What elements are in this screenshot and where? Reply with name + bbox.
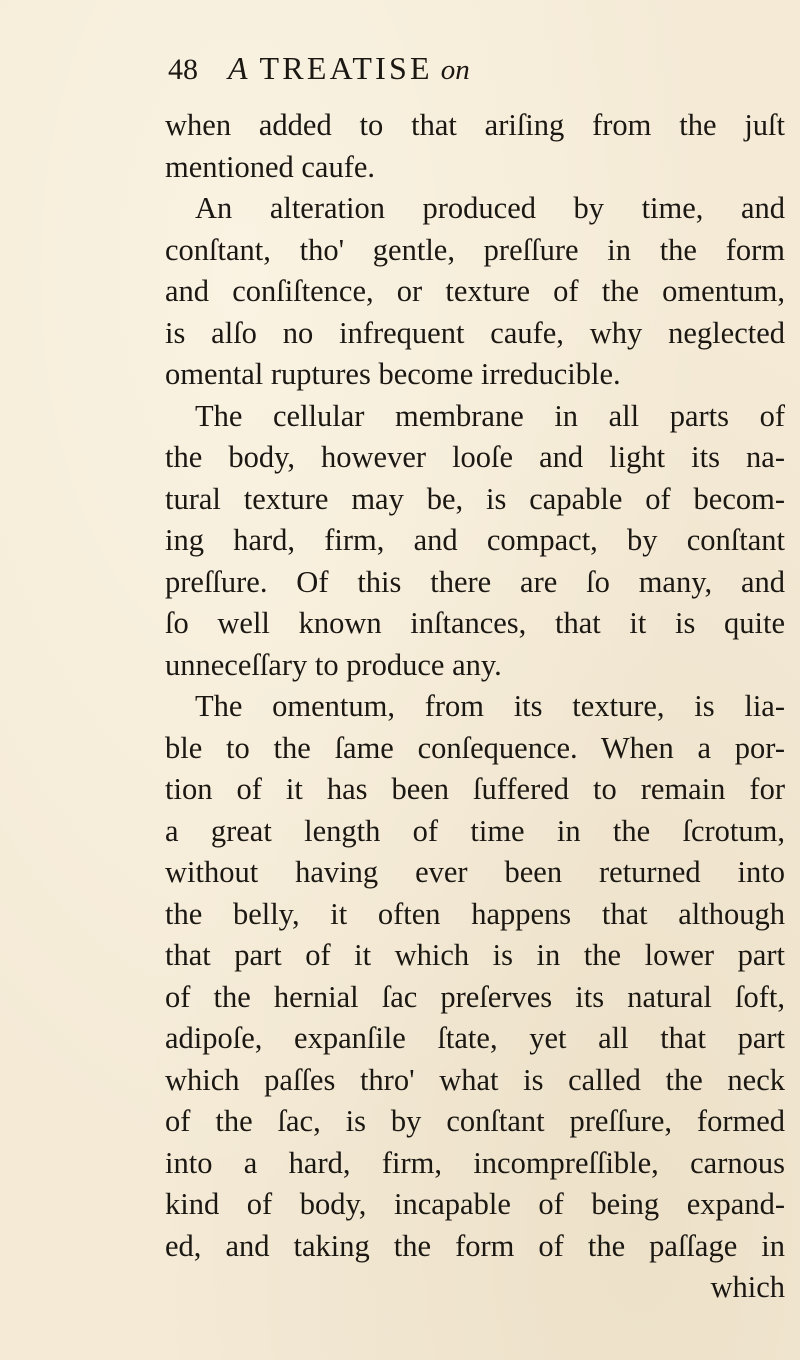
text-line: tion of it has been ſuffered to remain for bbox=[165, 772, 785, 806]
text-line: unneceſſary to produce any. bbox=[165, 647, 502, 682]
running-head-title: TREATISE bbox=[259, 50, 433, 86]
text-line: The cellular membrane in all parts of bbox=[195, 398, 785, 433]
text-line: ſo well known inſtances, that it is quite bbox=[165, 606, 785, 640]
text-line: into a hard, firm, incompreſſible, carnous bbox=[165, 1145, 785, 1180]
text-line: preſſure. Of this there are ſo many, and bbox=[165, 564, 785, 599]
text-line: kind of body, incapable of being expand- bbox=[165, 1187, 785, 1221]
text-line: which paſſes thro' what is called the neck bbox=[165, 1062, 785, 1097]
text-line: of the hernial ſac preſerves its natural ſoft, bbox=[165, 979, 785, 1014]
text-line: conſtant, tho' gentle, preſſure in the form bbox=[165, 232, 785, 267]
text-line: when added to that ariſing from the juſt bbox=[165, 108, 785, 142]
text-line: of the ſac, is by conſtant preſſure, formed bbox=[165, 1104, 785, 1138]
running-head bbox=[228, 50, 470, 87]
page-number: 48 bbox=[168, 53, 198, 86]
text-line: that part of it which is in the lower part bbox=[165, 938, 785, 972]
text-line: ing hard, firm, and compact, by conſtant bbox=[165, 523, 785, 557]
text-line: tural texture may be, is capable of becom- bbox=[165, 481, 785, 516]
text-line: The omentum, from its texture, is lia- bbox=[195, 689, 785, 723]
running-head-article: A bbox=[228, 50, 248, 86]
text-line: the body, however looſe and light its na- bbox=[165, 440, 785, 474]
page-header bbox=[168, 50, 470, 110]
text-line: is alſo no infrequent caufe, why neglected bbox=[165, 315, 785, 350]
text-line: without having ever been returned into bbox=[165, 855, 785, 889]
text-line: An alteration produced by time, and bbox=[195, 191, 785, 225]
text-line: ed, and taking the form of the paſſage in bbox=[165, 1228, 785, 1263]
text-line: and conſiſtence, or texture of the omentum, bbox=[165, 274, 785, 308]
text-line: a great length of time in the ſcrotum, bbox=[165, 813, 785, 848]
text-line: adipoſe, expanſile ſtate, yet all that part bbox=[165, 1021, 785, 1055]
text-line: the belly, it often happens that although bbox=[165, 896, 785, 931]
text-line: omental ruptures become irreducible. bbox=[165, 357, 621, 391]
body-text bbox=[165, 105, 785, 1309]
text-line: mentioned caufe. bbox=[165, 149, 376, 184]
catchword: which bbox=[710, 1270, 785, 1304]
running-head-on: on bbox=[440, 54, 470, 86]
text-line: ble to the ſame conſequence. When a por- bbox=[165, 730, 785, 765]
